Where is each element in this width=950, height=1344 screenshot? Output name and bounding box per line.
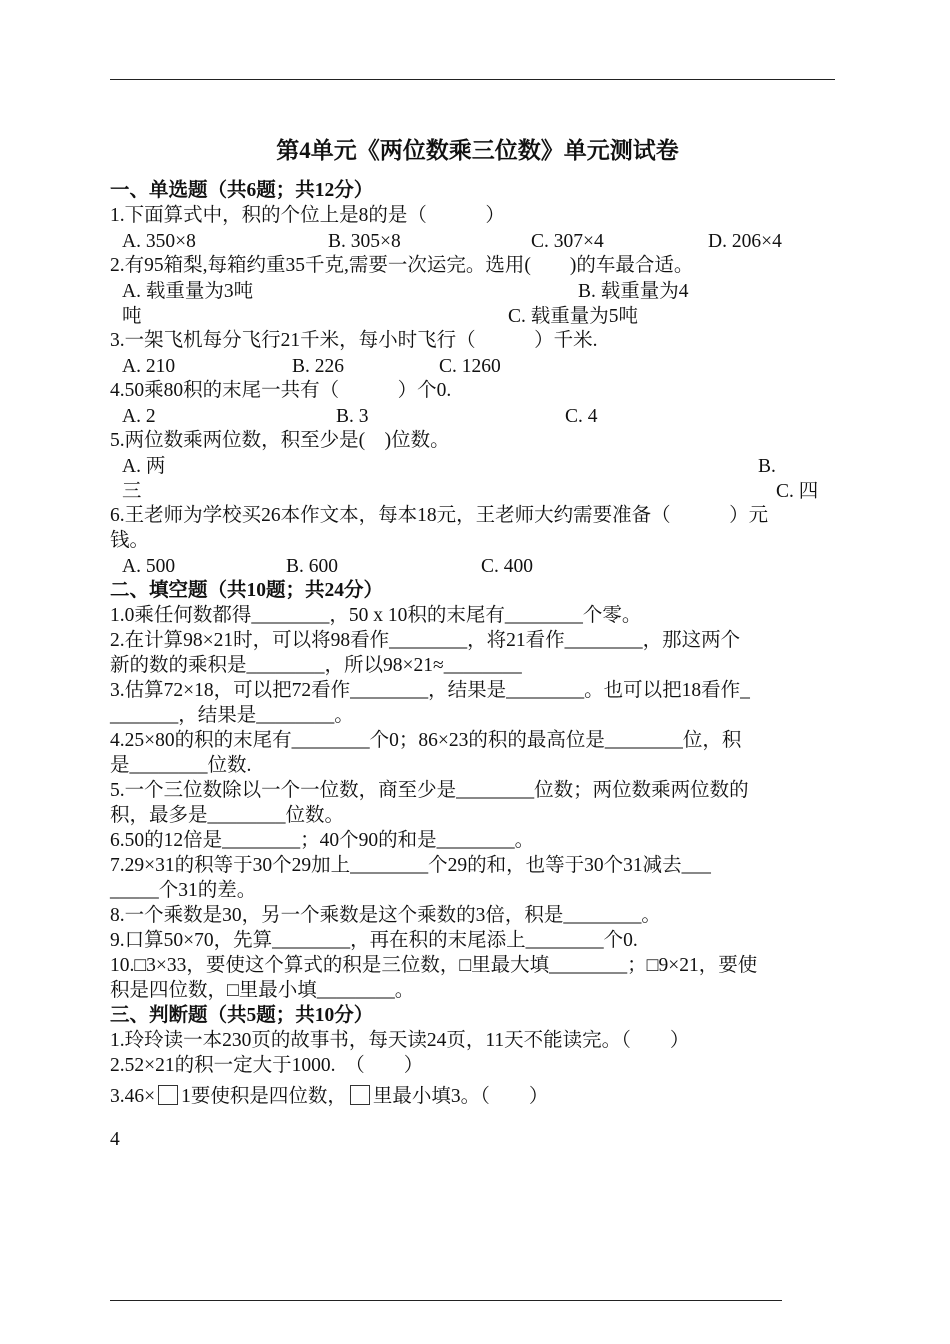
fill-line: 积，最多是________位数。 <box>110 805 345 826</box>
fill-line: 新的数的乘积是________，所以98×21≈________ <box>110 655 522 676</box>
judge-q2: 2.52×21的积一定大于1000. （ ） <box>110 1055 424 1076</box>
option-b: B. 载重量为4 <box>578 281 689 302</box>
option-a: A. 500 <box>122 556 176 577</box>
header-rule <box>110 79 835 80</box>
q1-6-stem-cont: 钱。 <box>110 530 150 551</box>
fill-line: 6.50的12倍是________；40个90的和是________。 <box>110 830 535 851</box>
q1-5-stem: 5.两位数乘两位数，积至少是( )位数。 <box>110 430 450 451</box>
q1-6-stem: 6.王老师为学校买26本作文本，每本18元，王老师大约需要准备（ ）元 <box>110 505 769 526</box>
option-c: C. 四 <box>776 481 819 502</box>
option-c: C. 400 <box>481 556 534 577</box>
fill-line: 积是四位数，□里最小填________。 <box>110 980 415 1001</box>
section-3-header: 三、判断题（共5题；共10分） <box>110 1005 374 1026</box>
judge-q3 <box>110 1082 845 1112</box>
blank-box-icon <box>158 1085 178 1105</box>
fill-line: 1.0乘任何数都得________，50 x 10积的末尾有________个零。 <box>110 605 642 626</box>
option-d: D. 206×4 <box>708 231 782 252</box>
fill-line: 2.在计算98×21时，可以将98看作________，将21看作________，那这两个 <box>110 630 741 651</box>
fill-line: 8.一个乘数是30，另一个乘数是这个乘数的3倍，积是________。 <box>110 905 661 926</box>
fill-line: 5.一个三位数除以一个一位数，商至少是________位数；两位数乘两位数的 <box>110 780 749 801</box>
option-b: B. 226 <box>292 356 345 377</box>
option-c: C. 307×4 <box>531 231 604 252</box>
footer-rule <box>110 1300 782 1301</box>
judge-q3-part2: 1要使积是四位数， <box>181 1086 347 1107</box>
option-a: A. 350×8 <box>122 231 196 252</box>
page-number: 4 <box>110 1129 120 1150</box>
option-a: A. 载重量为3吨 <box>122 281 254 302</box>
judge-q1: 1.玲玲读一本230页的故事书，每天读24页，11天不能读完。（ ） <box>110 1030 690 1051</box>
option-a: A. 两 <box>122 456 166 477</box>
q1-3-stem: 3.一架飞机每分飞行21千米，每小时飞行（ ）千米. <box>110 330 598 351</box>
judge-q3-part3: 里最小填3。（ ） <box>372 1086 549 1107</box>
page-title: 第4单元《两位数乘三位数》单元测试卷 <box>276 138 679 163</box>
fill-line: 3.估算72×18，可以把72看作________，结果是________。也可以把18看作_ <box>110 680 750 701</box>
q1-4-stem: 4.50乘80积的末尾一共有（ ）个0. <box>110 380 452 401</box>
judge-q3-part1: 3.46× <box>110 1086 156 1107</box>
fill-line: _____个31的差。 <box>110 880 257 901</box>
fill-line: 是________位数. <box>110 755 252 776</box>
option-b: B. 305×8 <box>328 231 401 252</box>
option-c: C. 载重量为5吨 <box>508 306 639 327</box>
option-c: C. 4 <box>565 406 598 427</box>
q1-1-stem: 1.下面算式中，积的个位上是8的是（ ） <box>110 205 505 226</box>
option-c: C. 1260 <box>439 356 501 377</box>
section-1-header: 一、单选题（共6题；共12分） <box>110 180 374 201</box>
fill-line: _______，结果是________。 <box>110 705 354 726</box>
option-b-cont: 吨 <box>122 306 142 327</box>
option-b: B. 600 <box>286 556 339 577</box>
option-b: B. <box>758 456 776 477</box>
fill-line: 7.29×31的积等于30个29加上________个29的和，也等于30个31减去___ <box>110 855 711 876</box>
fill-line: 10.□3×33，要使这个算式的积是三位数，□里最大填________；□9×21，要使 <box>110 955 758 976</box>
fill-line: 4.25×80的积的末尾有________个0；86×23的积的最高位是________位，积 <box>110 730 742 751</box>
blank-box-icon <box>350 1085 370 1105</box>
option-b-cont: 三 <box>122 481 142 502</box>
fill-line: 9.口算50×70，先算________，再在积的末尾添上________个0. <box>110 930 638 951</box>
option-b: B. 3 <box>336 406 369 427</box>
option-a: A. 210 <box>122 356 176 377</box>
q1-2-stem: 2.有95箱梨,每箱约重35千克,需要一次运完。选用( )的车最合适。 <box>110 255 694 276</box>
section-2-header: 二、填空题（共10题；共24分） <box>110 580 384 601</box>
option-a: A. 2 <box>122 406 156 427</box>
